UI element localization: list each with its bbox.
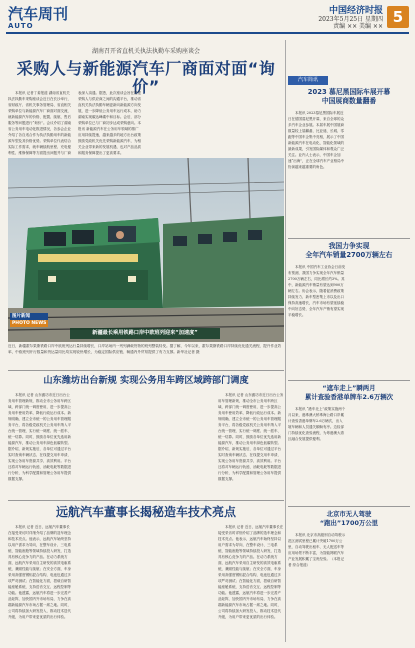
story3-headline: 远航汽车董事长揭秘造车技术亮点 [55,505,236,519]
brief-2-body-col-2 [351,264,410,376]
section-title-en: AUTO [8,22,34,30]
train-image [8,158,284,342]
lead-body-col-2: 表深入沟通。据悉，此次座谈会旨在搭建采购人与供应商之间的沟通平台，推动省直机关执法执勤车辆更新向新能源方向发展，进一步降低公务用车运行成本，助力湖南实现碳达峰碳中和目标。会后，部分采购单位已与厂商初步达成采购意向。本报讯 新能源汽车在公务用车领域的推广应用持续提速，越来越多的地方出台政策鼓励党政机关优先采购新能源汽车，为相关企业带来新的发展机遇，也对产品品质和服务保障提出了更高要求。 [78,91,141,155]
brief-1-body-col-1: 本报讯 2023慕尼黑国际车展近日在德国慕尼黑开幕，来自全球的众多汽车企业参展。本届车展中国展商数量较上届翻番，比亚迪、长城、零跑等中国车企集中亮相，展示了中国新能源汽车在电动化、智能化领域的最新成果，引发国际媒体和观众广泛关注。业内人士表示，中国车企加速“出海”，正在全球汽车产业格局中扮演越来越重要的角色。 [288,111,345,169]
brief-1-body-col-2 [351,110,410,234]
train-photo [8,158,284,342]
story2-body-col-4: 本报讯 记者 山东潍坊市近日出台公务用车管理新规，推动全市公务用车跨区域、跨部门统一调度使用，进一步提高公务用车使用效率，降低行政运行成本。新规明确，建立全市统一的公务用车管理服务平台，将各级党政机关公务用车纳入平台统一管理，实行统一调度、统一派车、统一结算。同时，鼓励各单位优先选用新能源汽车，推动公务用车绿色低碳转型。据介绍，新规实施后，各单位可通过平台实时查询车辆状态、在线提交用车申请，实现公务用车资源共享、高效利用。平台还将对车辆运行轨迹、油耗电耗等数据进行分析，为科学配置和管理公务用车提供数据支撑。 [218,393,284,481]
section-title: 汽车周刊 [8,5,69,23]
brief-3-body-col-1: 本报讯 “港车北上”政策实施两个月以来，港珠澳大桥珠海公路口岸累计查验香港单牌车2.6万辆次，出入境车辆和人员通关顺畅有序。边检部门持续优化查验流程，为粤港澳大湾区融合发展提供便利。 [288,407,346,441]
sidebar-divider [288,238,410,239]
brief-3-headline: “遮车走上”瞬两月 累计查验香港单牌车2.6万辆次 [304,384,393,401]
brief-4-headline: 北京市无人驾驶 “跑出”1700万公里 [319,510,379,527]
photo-news-badge [10,313,48,327]
sidebar-divider [288,506,410,507]
photo-title: 新疆最长乘用铁路口岸中欧班列迎来“加速度” [70,328,220,339]
story2-body-col-3 [148,392,212,496]
brief-4-body-col-1: 本报讯 北京市高级别自动驾驶示范区测试里程已累计突破1700万公里，自动驾驶出租车、无人配送车等应用场景不断丰富，为智能网联汽车产业发展积累了宝贵经验。（本报记者 综合报道） [288,533,346,567]
sidebar-divider [288,380,410,381]
lead-body-col-4 [218,90,284,156]
lead-body-col-1: 本报讯 记者丁姜报道 湖南省直机关执法执勤车采购座谈会近日在长沙举行，省财政厅、省机关事务管理局、省直相关采购单位与新能源汽车厂商面对面交流，就新能源汽车的价格、配置、续航、售后服务等问题进行“询价”。会议介绍了湖南省公务用车电动化推进情况，各参会企业介绍了各自适合作为执法执勤用车的新能源车型及其价格优势。采购单位代表结合实际工作需求，就车辆续航里程、充电便利性、维修保障等方面提出问题并与厂商 [8,91,72,155]
story2-body-col-1: 本报讯 记者 山东潍坊市近日出台公务用车管理新规，推动全市公务用车跨区域、跨部门统一调度使用，进一步提高公务用车使用效率，降低行政运行成本。新规明确，建立全市统一的公务用车管理服务平台，将各级党政机关公务用车纳入平台统一管理，实行统一调度、统一派车、统一结算。同时，鼓励各单位优先选用新能源汽车，推动公务用车绿色低碳转型。据介绍，新规实施后，各单位可通过平台实时查询车辆状态、在线提交用车申请，实现公务用车资源共享、高效利用。平台还将对车辆运行轨迹、油耗电耗等数据进行分析，为科学配置和管理公务用车提供数据支撑。 [8,393,71,481]
photo-caption: 近日，新疆霍尔果斯铁路口岸中欧班列运行量持续增长，口岸站场内一列列满载货物的班列整装待发。据了解，今年以来，霍尔果斯铁路口岸持续优化通关流程，提升作业效率，中欧班列开行数量和货运量同比均实现较快增长，为稳定国际供应链、畅通内外贸易提供了有力支撑。新华社记者 摄 [8,344,282,354]
brief-2-headline: 我国力争实现 全年汽车销量2700万辆左右 [305,242,393,259]
story3-body-col-4: 本报讯 记者 近日，远航汽车董事长在接受采访时详细介绍了品牌的造车理念和技术亮点。他表示，远航汽车始终坚持以用户需求为导向，在整车设计、三电系统、智能座舱等领域持续投入研发，打造具有核心竞争力的产品。在动力系统方面，远航汽车采用自主研发的高效电驱系统，兼顾性能与续航；在安全方面，车身采用高强度钢铝混合结构，电池包通过多项严苛测试；在智能化方面，搭载自研智能座舱系统，支持语音交互、远程控制等功能。他透露，远航汽车将进一步完善产品矩阵，加快国内外市场布局，力争在高端新能源汽车市场占据一席之地。同时，公司将持续加大研发投入，推动技术迭代升级，为用户带来更优质的出行体验。 [218,525,284,619]
header-rule [6,32,409,34]
page-number: 5 [387,6,409,28]
story2-headline: 山东潍坊出台新规 实现公务用车跨区域跨部门调度 [43,375,249,386]
photo-news-label: 图片新闻 [10,313,48,320]
photo-news-label-en: PHOTO NEWS [12,321,47,326]
newspaper-name: 中国经济时报 [328,6,383,16]
issue-date: 2023年5月25日 星期四 [318,16,383,23]
lead-subhead: 湖南召开省直机关执法执勤车采购座谈会 [91,48,200,55]
lead-body-col-3 [148,90,212,156]
story3-body-col-1: 本报讯 记者 近日，远航汽车董事长在接受采访时详细介绍了品牌的造车理念和技术亮点。他表示，远航汽车始终坚持以用户需求为导向，在整车设计、三电系统、智能座舱等领域持续投入研发，打造具有核心竞争力的产品。在动力系统方面，远航汽车采用自主研发的高效电驱系统，兼顾性能与续航；在安全方面，车身采用高强度钢铝混合结构，电池包通过多项严苛测试；在智能化方面，搭载自研智能座舱系统，支持语音交互、远程控制等功能。他透露，远航汽车将进一步完善产品矩阵，加快国内外市场布局，力争在高端新能源汽车市场占据一席之地。同时，公司将持续加大研发投入，推动技术迭代升级，为用户带来更优质的出行体验。 [8,525,71,619]
news-brief-sidebar [288,76,410,642]
brief-2-body-col-1: 本报讯 中国汽车工业协会日前发布预测，我国力争实现全年汽车销量2700万辆左右，同比增长约3%。其中，新能源汽车销量有望达到900万辆左右。协会表示，随着促消费政策持续发力、新车型密集上市以及出口保持高速增长，汽车市场有望延续稳中向好态势，全年汽车产销有望实现平稳增长。 [288,265,346,317]
brief-3-body-col-2 [351,406,410,502]
section-divider [8,370,284,371]
story3-body-col-3 [148,524,212,642]
section-masthead [8,6,68,30]
column-separator [285,40,286,642]
section-divider [8,500,284,501]
editor-line: 责编 ×× 美编 ×× [333,23,383,30]
sidebar-tag: 汽车简讯 [288,76,328,85]
brief-1-headline: 2023 慕尼黑国际车展开幕 中国展商数量翻番 [307,88,391,105]
lead-headline: 采购人与新能源汽车厂商面对面“询价” [16,59,276,96]
story2-body-col-2 [78,392,142,496]
page-header-info [318,6,383,30]
story3-body-col-2 [78,524,142,642]
brief-4-body-col-2 [351,532,410,642]
